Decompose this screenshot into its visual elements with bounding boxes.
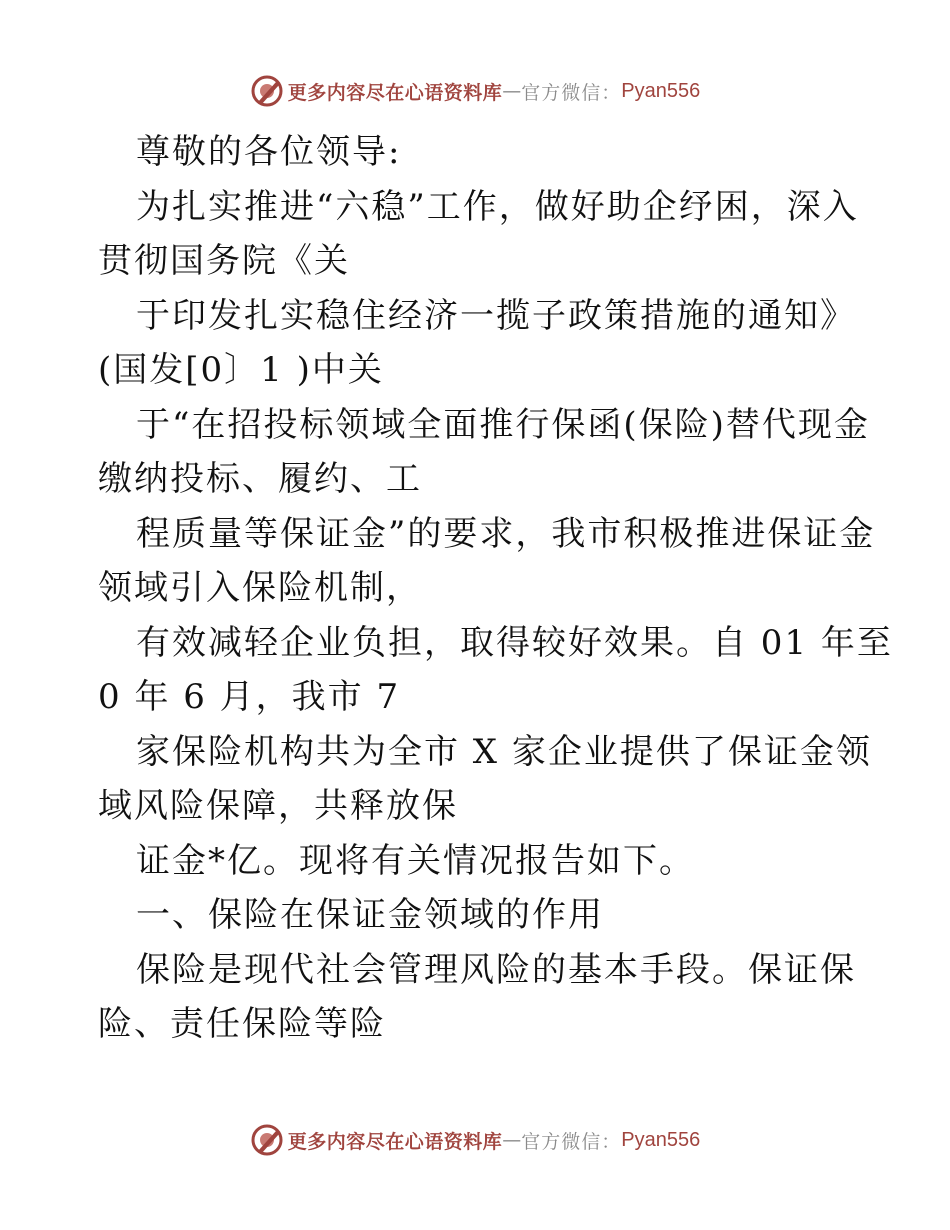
watermark-separator: — bbox=[502, 1129, 522, 1151]
paragraph-line: 于“在招投标领域全面推行保函(保险)替代现金 bbox=[136, 404, 870, 445]
paragraph-line: 于印发扎实稳住经济一揽子政策措施的通知》 bbox=[136, 295, 856, 336]
section-heading: 一、保险在保证金领域的作用 bbox=[136, 895, 604, 935]
footer-watermark bbox=[0, 1120, 950, 1160]
paragraph-line: (国发[0〕1 )中关 bbox=[98, 350, 384, 390]
pen-logo-icon bbox=[250, 1123, 284, 1157]
salutation: 尊敬的各位领导: bbox=[136, 132, 402, 172]
paragraph-line: 程质量等保证金”的要求，我市积极推进保证金 bbox=[136, 513, 876, 554]
pen-logo-icon bbox=[250, 74, 284, 108]
paragraph-line: 缴纳投标、履约、工 bbox=[98, 459, 422, 499]
paragraph-line: 证金*亿。现将有关情况报告如下。 bbox=[136, 840, 695, 881]
document-body bbox=[98, 125, 893, 1052]
watermark-official-label: 官方微信： bbox=[521, 81, 622, 104]
paragraph-line: 贯彻国务院《关 bbox=[98, 241, 350, 281]
watermark-official-label: 官方微信： bbox=[521, 1130, 622, 1153]
watermark-wechat-id: Pyan556 bbox=[621, 1128, 701, 1151]
paragraph-line: 领域引入保险机制， bbox=[98, 568, 422, 608]
paragraph-line: 域风险保障，共释放保 bbox=[98, 786, 458, 826]
paragraph-line: 险、责任保险等险 bbox=[98, 1004, 386, 1044]
watermark-site-text: 更多内容尽在心语资料库 bbox=[287, 1130, 503, 1153]
paragraph-line: 保险是现代社会管理风险的基本手段。保证保 bbox=[136, 949, 856, 990]
paragraph-line: 0 年 6 月，我市 7 bbox=[98, 677, 401, 717]
paragraph-line: 有效减轻企业负担，取得较好效果。自 01 年至 bbox=[136, 622, 893, 663]
paragraph-line: 家保险机构共为全市 X 家企业提供了保证金领 bbox=[136, 731, 872, 772]
watermark-site-text: 更多内容尽在心语资料库 bbox=[287, 81, 503, 104]
header-watermark bbox=[0, 71, 950, 111]
watermark-separator: — bbox=[502, 80, 522, 102]
watermark-wechat-id: Pyan556 bbox=[621, 79, 701, 102]
paragraph-line: 为扎实推进“六稳”工作，做好助企纾困，深入 bbox=[136, 186, 859, 227]
